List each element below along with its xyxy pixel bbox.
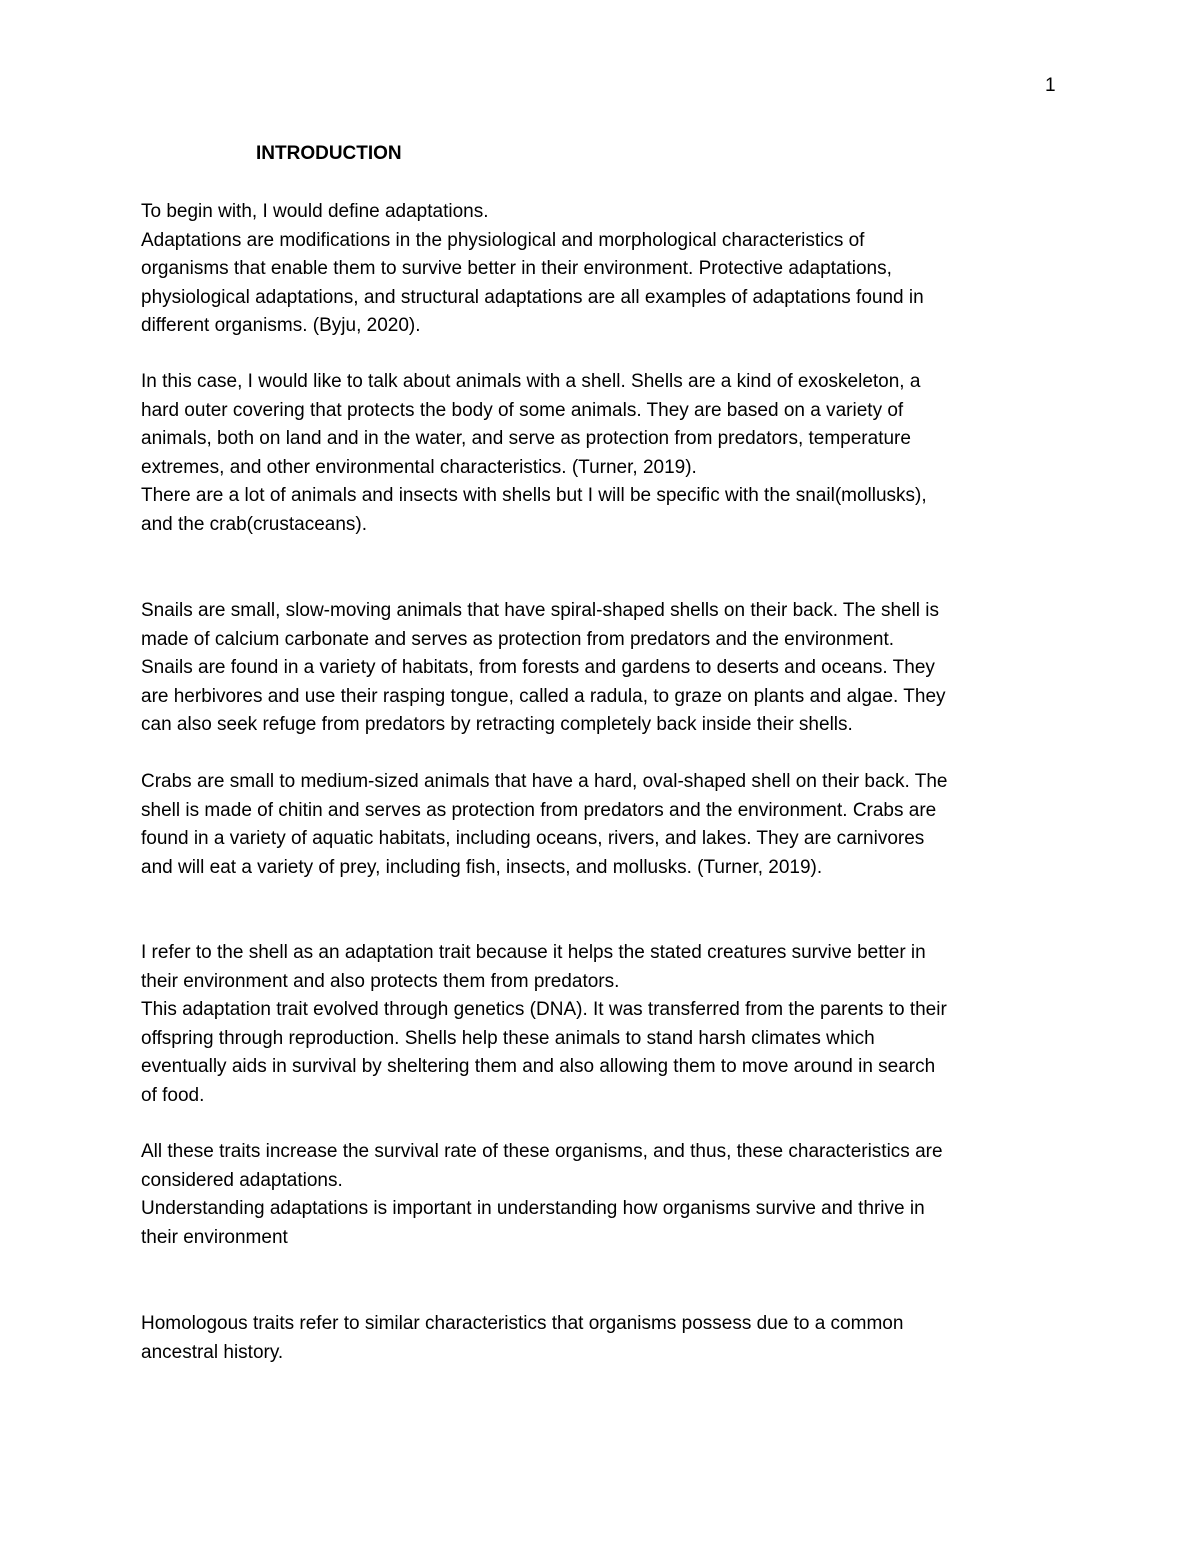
text-line: shell is made of chitin and serves as protection from predators and the environment. Crabs are (141, 799, 937, 821)
paragraph-crabs (141, 768, 1066, 882)
paragraph-adaptation-trait (141, 939, 1066, 1111)
text-line: found in a variety of aquatic habitats, including oceans, rivers, and lakes. They are carnivores (141, 828, 925, 850)
page-number: 1 (1045, 75, 1056, 96)
text-line: considered adaptations. (141, 1169, 343, 1191)
text-line: organisms that enable them to survive better in their environment. Protective adaptations, (141, 258, 892, 280)
text-line: their environment and also protects them from predators. (141, 970, 620, 992)
text-line: ancestral history. (141, 1341, 284, 1363)
text-line: physiological adaptations, and structural adaptations are all examples of adaptations found in (141, 286, 924, 308)
text-line: and will eat a variety of prey, including fish, insects, and mollusks. (Turner, 2019). (141, 856, 823, 878)
text-line: animals, both on land and in the water, and serve as protection from predators, temperature (141, 428, 911, 450)
text-line: made of calcium carbonate and serves as protection from predators and the environment. (141, 628, 895, 650)
text-line: can also seek refuge from predators by retracting completely back inside their shells. (141, 714, 853, 736)
text-line: Homologous traits refer to similar characteristics that organisms possess due to a common (141, 1313, 904, 1334)
text-line: of food. (141, 1084, 205, 1106)
paragraph-homologous (141, 1310, 1066, 1367)
text-line: Snails are small, slow-moving animals that have spiral-shaped shells on their back. The shell is (141, 600, 940, 621)
text-line: There are a lot of animals and insects with shells but I will be specific with the snail(mollusks), (141, 485, 927, 507)
text-line: extremes, and other environmental characteristics. (Turner, 2019). (141, 456, 697, 478)
paragraph-definition (141, 198, 1066, 341)
text-line: In this case, I would like to talk about animals with a shell. Shells are a kind of exoskeleton, a (141, 371, 921, 392)
text-line: I refer to the shell as an adaptation trait because it helps the stated creatures survive better in (141, 942, 926, 963)
text-line: are herbivores and use their rasping tongue, called a radula, to graze on plants and algae. They (141, 685, 946, 707)
text-line: To begin with, I would define adaptations. (141, 201, 489, 222)
text-line: Snails are found in a variety of habitats, from forests and gardens to deserts and oceans. They (141, 657, 935, 679)
text-line: Adaptations are modifications in the physiological and morphological characteristics of (141, 229, 865, 251)
text-line: Understanding adaptations is important in understanding how organisms survive and thrive in (141, 1198, 925, 1220)
text-line: This adaptation trait evolved through genetics (DNA). It was transferred from the parents to their (141, 999, 947, 1021)
paragraph-snails (141, 597, 1066, 740)
text-line: Crabs are small to medium-sized animals that have a hard, oval-shaped shell on their back. The (141, 771, 948, 792)
text-line: All these traits increase the survival rate of these organisms, and thus, these characteristics are (141, 1141, 943, 1162)
section-heading: INTRODUCTION (256, 143, 402, 164)
text-line: and the crab(crustaceans). (141, 513, 368, 535)
text-line: different organisms. (Byju, 2020). (141, 315, 421, 337)
text-line: hard outer covering that protects the body of some animals. They are based on a variety of (141, 399, 904, 421)
text-line: offspring through reproduction. Shells help these animals to stand harsh climates which (141, 1027, 875, 1049)
text-line: their environment (141, 1226, 288, 1248)
text-line: eventually aids in survival by sheltering them and also allowing them to move around in search (141, 1056, 936, 1078)
paragraph-shells (141, 368, 1066, 540)
paragraph-survival (141, 1138, 1066, 1252)
